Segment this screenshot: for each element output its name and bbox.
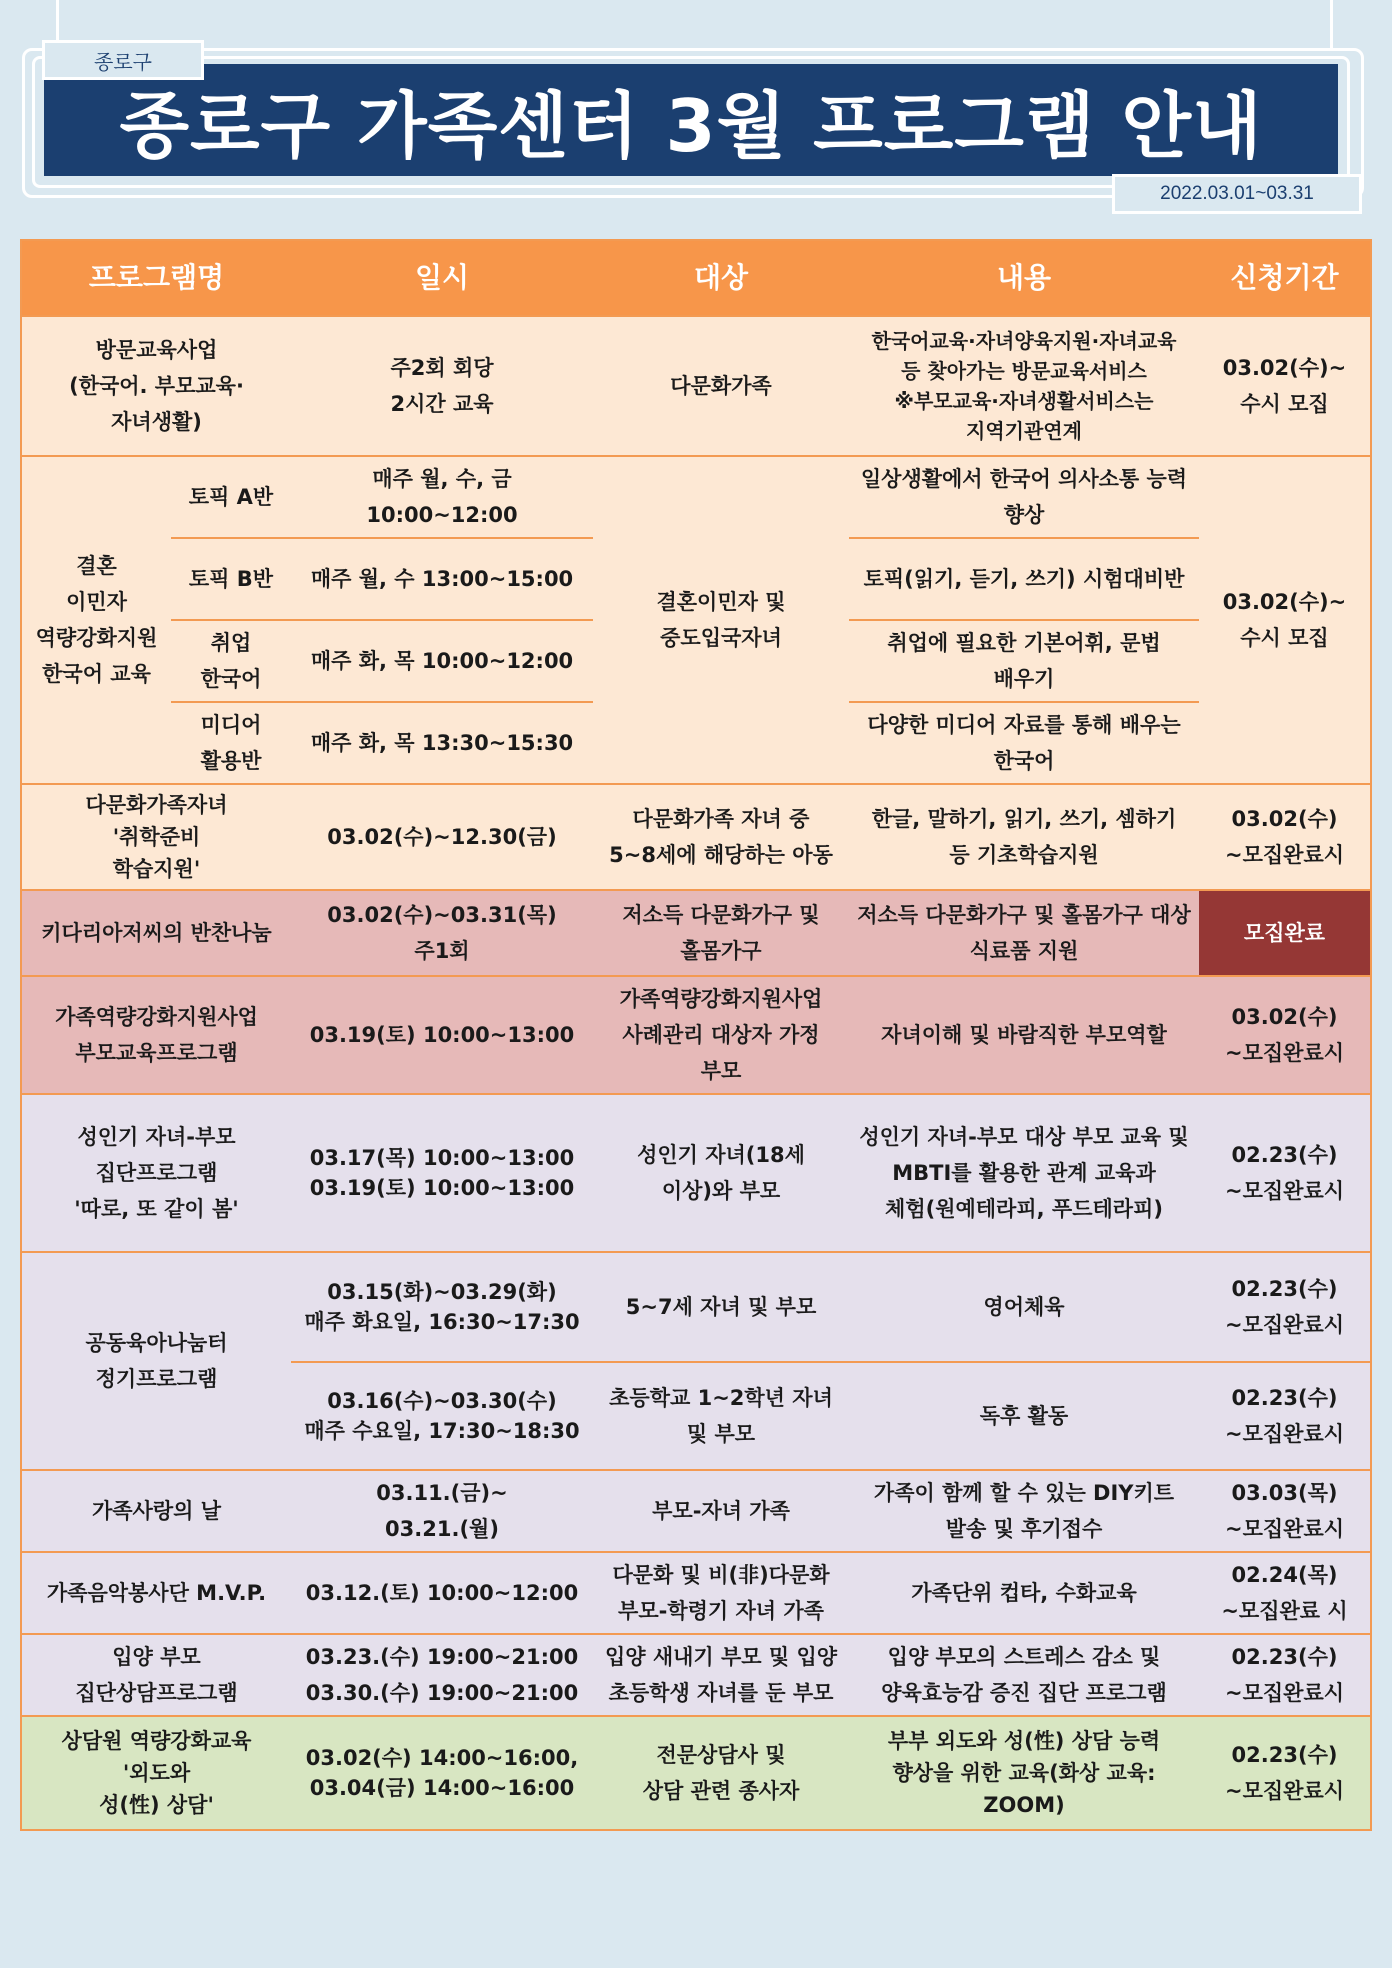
table-row bbox=[21, 316, 1371, 456]
title-banner bbox=[44, 64, 1338, 176]
table-row bbox=[21, 1094, 1371, 1252]
program-name: 성인기 자녀-부모 집단프로그램 '따로, 또 같이 봄' bbox=[21, 1094, 291, 1252]
content-cell: 저소득 다문화가구 및 홀몸가구 대상 식료품 지원 bbox=[849, 890, 1199, 976]
class-name: 취업 한국어 bbox=[171, 620, 291, 702]
column-header: 내용 bbox=[849, 240, 1199, 316]
content-cell: 자녀이해 및 바람직한 부모역할 bbox=[849, 976, 1199, 1094]
target-cell: 입양 새내기 부모 및 입양 초등학생 자녀를 둔 부모 bbox=[593, 1634, 849, 1716]
content-cell: 성인기 자녀-부모 대상 부모 교육 및 MBTI를 활용한 관계 교육과 체험(원예테라피, 푸드테라피) bbox=[849, 1094, 1199, 1252]
program-table bbox=[20, 239, 1372, 1831]
page-title: 종로구 가족센터 3월 프로그램 안내 bbox=[119, 84, 1263, 168]
apply-period-cell: 03.02(수)~ 수시 모집 bbox=[1199, 456, 1371, 784]
content-cell: 부부 외도와 성(性) 상담 능력 향상을 위한 교육(화상 교육: ZOOM) bbox=[849, 1716, 1199, 1830]
table-row bbox=[21, 890, 1371, 976]
program-name: 가족음악봉사단 M.V.P. bbox=[21, 1552, 291, 1634]
content-cell: 한국어교육·자녀양육지원·자녀교육 등 찾아가는 방문교육서비스 ※부모교육·자녀생활서비스는 지역기관연계 bbox=[849, 316, 1199, 456]
apply-period-cell: 03.02(수) ~모집완료시 bbox=[1199, 976, 1371, 1094]
table-row bbox=[21, 1634, 1371, 1716]
table-row bbox=[21, 1470, 1371, 1552]
target-cell: 성인기 자녀(18세 이상)와 부모 bbox=[593, 1094, 849, 1252]
table-row bbox=[21, 976, 1371, 1094]
program-name: 다문화가족자녀 '취학준비 학습지원' bbox=[21, 784, 291, 890]
target-cell: 가족역량강화지원사업 사례관리 대상자 가정 부모 bbox=[593, 976, 849, 1094]
program-name: 입양 부모 집단상담프로그램 bbox=[21, 1634, 291, 1716]
apply-period-cell: 02.23(수) ~모집완료시 bbox=[1199, 1716, 1371, 1830]
schedule-cell: 03.02(수) 14:00~16:00, 03.04(금) 14:00~16:00 bbox=[291, 1716, 593, 1830]
schedule-cell: 03.12.(토) 10:00~12:00 bbox=[291, 1552, 593, 1634]
schedule-cell: 03.02(수)~12.30(금) bbox=[291, 784, 593, 890]
table-row bbox=[21, 1716, 1371, 1830]
program-name: 가족사랑의 날 bbox=[21, 1470, 291, 1552]
schedule-cell: 03.15(화)~03.29(화) 매주 화요일, 16:30~17:30 bbox=[291, 1252, 593, 1362]
program-name: 가족역량강화지원사업 부모교육프로그램 bbox=[21, 976, 291, 1094]
content-cell: 가족이 함께 할 수 있는 DIY키트 발송 및 후기접수 bbox=[849, 1470, 1199, 1552]
apply-period-cell: 02.23(수) ~모집완료시 bbox=[1199, 1094, 1371, 1252]
column-header: 대상 bbox=[593, 240, 849, 316]
column-header: 프로그램명 bbox=[21, 240, 291, 316]
apply-period-cell: 02.23(수) ~모집완료시 bbox=[1199, 1362, 1371, 1470]
table-row bbox=[21, 1552, 1371, 1634]
schedule-cell: 03.11.(금)~ 03.21.(월) bbox=[291, 1470, 593, 1552]
apply-period-cell: 03.02(수) ~모집완료시 bbox=[1199, 784, 1371, 890]
class-name: 토픽 A반 bbox=[171, 456, 291, 538]
apply-period-cell: 02.23(수) ~모집완료시 bbox=[1199, 1252, 1371, 1362]
schedule-cell: 매주 화, 목 10:00~12:00 bbox=[291, 620, 593, 702]
district-tag: 종로구 bbox=[42, 40, 204, 80]
schedule-cell: 03.17(목) 10:00~13:00 03.19(토) 10:00~13:00 bbox=[291, 1094, 593, 1252]
target-cell: 다문화 및 비(非)다문화 부모-학령기 자녀 가족 bbox=[593, 1552, 849, 1634]
column-header: 일시 bbox=[291, 240, 593, 316]
schedule-cell: 03.19(토) 10:00~13:00 bbox=[291, 976, 593, 1094]
target-cell: 부모-자녀 가족 bbox=[593, 1470, 849, 1552]
program-name: 결혼 이민자 역량강화지원 한국어 교육 bbox=[21, 456, 171, 784]
program-name: 키다리아저씨의 반찬나눔 bbox=[21, 890, 291, 976]
schedule-cell: 주2회 회당 2시간 교육 bbox=[291, 316, 593, 456]
apply-period-cell: 02.23(수) ~모집완료시 bbox=[1199, 1634, 1371, 1716]
schedule-cell: 매주 화, 목 13:30~15:30 bbox=[291, 702, 593, 784]
period-badge: 2022.03.01~03.31 bbox=[1112, 174, 1362, 214]
schedule-cell: 매주 월, 수, 금 10:00~12:00 bbox=[291, 456, 593, 538]
target-cell: 5~7세 자녀 및 부모 bbox=[593, 1252, 849, 1362]
target-cell: 저소득 다문화가구 및 홀몸가구 bbox=[593, 890, 849, 976]
target-cell: 전문상담사 및 상담 관련 종사자 bbox=[593, 1716, 849, 1830]
table-row bbox=[21, 456, 1371, 538]
schedule-cell: 03.02(수)~03.31(목) 주1회 bbox=[291, 890, 593, 976]
class-name: 토픽 B반 bbox=[171, 538, 291, 620]
content-cell: 취업에 필요한 기본어휘, 문법 배우기 bbox=[849, 620, 1199, 702]
content-cell: 일상생활에서 한국어 의사소통 능력 향상 bbox=[849, 456, 1199, 538]
schedule-cell: 03.16(수)~03.30(수) 매주 수요일, 17:30~18:30 bbox=[291, 1362, 593, 1470]
program-name: 상담원 역량강화교육 '외도와 성(性) 상담' bbox=[21, 1716, 291, 1830]
target-cell: 결혼이민자 및 중도입국자녀 bbox=[593, 456, 849, 784]
content-cell: 영어체육 bbox=[849, 1252, 1199, 1362]
target-cell: 다문화가족 자녀 중 5~8세에 해당하는 아동 bbox=[593, 784, 849, 890]
content-cell: 한글, 말하기, 읽기, 쓰기, 셈하기 등 기초학습지원 bbox=[849, 784, 1199, 890]
table-row bbox=[21, 784, 1371, 890]
program-name: 방문교육사업 (한국어. 부모교육· 자녀생활) bbox=[21, 316, 291, 456]
content-cell: 다양한 미디어 자료를 통해 배우는 한국어 bbox=[849, 702, 1199, 784]
apply-period-cell: 03.02(수)~ 수시 모집 bbox=[1199, 316, 1371, 456]
content-cell: 입양 부모의 스트레스 감소 및 양육효능감 증진 집단 프로그램 bbox=[849, 1634, 1199, 1716]
schedule-cell: 매주 월, 수 13:00~15:00 bbox=[291, 538, 593, 620]
content-cell: 독후 활동 bbox=[849, 1362, 1199, 1470]
column-header: 신청기간 bbox=[1199, 240, 1371, 316]
table-header-row bbox=[21, 240, 1371, 316]
apply-period-cell: 03.03(목) ~모집완료시 bbox=[1199, 1470, 1371, 1552]
content-cell: 가족단위 컵타, 수화교육 bbox=[849, 1552, 1199, 1634]
schedule-cell: 03.23.(수) 19:00~21:00 03.30.(수) 19:00~21:00 bbox=[291, 1634, 593, 1716]
table-row bbox=[21, 1252, 1371, 1362]
apply-period-cell: 02.24(목) ~모집완료 시 bbox=[1199, 1552, 1371, 1634]
content-cell: 토픽(읽기, 듣기, 쓰기) 시험대비반 bbox=[849, 538, 1199, 620]
deco-line bbox=[1330, 0, 1333, 48]
apply-closed-badge: 모집완료 bbox=[1199, 890, 1371, 976]
target-cell: 다문화가족 bbox=[593, 316, 849, 456]
program-name: 공동육아나눔터 정기프로그램 bbox=[21, 1252, 291, 1470]
class-name: 미디어 활용반 bbox=[171, 702, 291, 784]
target-cell: 초등학교 1~2학년 자녀 및 부모 bbox=[593, 1362, 849, 1470]
